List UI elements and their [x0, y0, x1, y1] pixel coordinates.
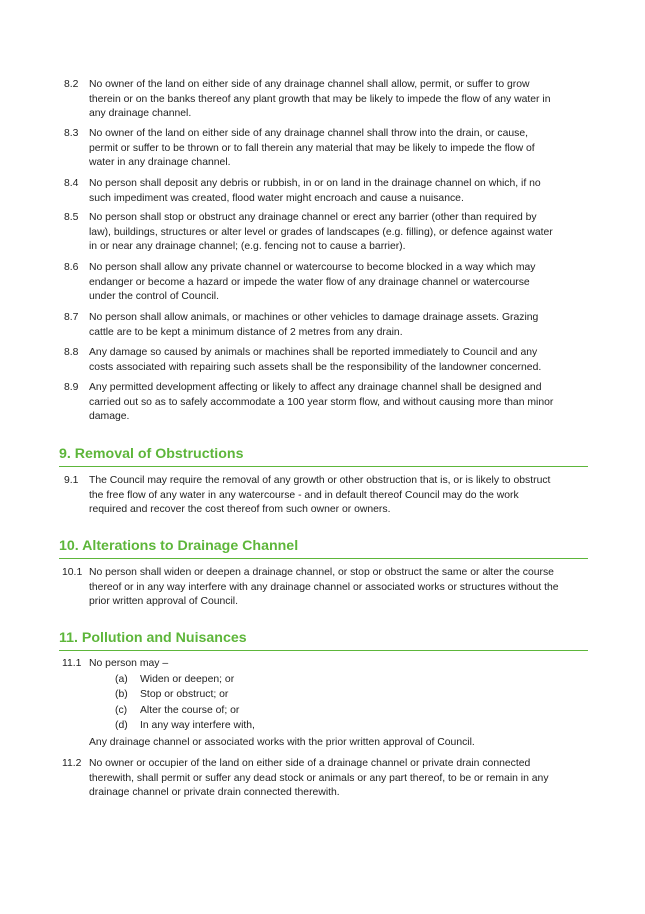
clause-text: No owner or occupier of the land on either side of a drainage channel or private drain connected therewith, shall permit or suffer any dead stock or animals or any part thereof, to be or remain in any drainage channel or private drain connected therewith.	[89, 758, 549, 799]
subitem-letter: (d)	[115, 720, 128, 731]
subitem-text: Widen or deepen; or	[140, 674, 235, 685]
clause-text: No person shall allow animals, or machines or other vehicles to damage drainage assets. Grazing cattle are to be kept a minimum distance of 2 metres from any drain.	[89, 312, 539, 338]
clause-number: 8.6	[64, 262, 79, 273]
clause-text: No person shall allow any private channel or watercourse to become blocked in a way which may endanger or become a hazard or impede the water flow of any drainage channel or watercourse under the control of Council.	[89, 262, 536, 303]
clause-number: 8.9	[64, 382, 79, 393]
subitem-letter: (a)	[115, 674, 128, 685]
subitem-text: Stop or obstruct; or	[140, 689, 229, 700]
clause-number: 8.8	[64, 347, 79, 358]
clause-number: 8.3	[64, 128, 79, 139]
subitem-letter: (b)	[115, 689, 128, 700]
clause-number: 11.1	[62, 658, 82, 669]
clause-text: No person may –	[89, 658, 169, 669]
clause-text: No person shall deposit any debris or rubbish, in or on land in the drainage channel on which, if no such impediment was created, flood water might encroach and cause a nuisance.	[89, 178, 541, 204]
clause-number: 9.1	[64, 475, 79, 486]
clause-number: 11.2	[62, 758, 82, 769]
clause-text: No owner of the land on either side of any drainage channel shall throw into the drain, or cause, permit or suffer to be thrown or to fall therein any material that may be likely to impede the flow of water in any drainage channel.	[89, 128, 535, 169]
clause-text: The Council may require the removal of any growth or other obstruction that is, or is likely to obstruct the free flow of any water in any watercourse - and in default thereof Council may do the work required and recover the cost thereof from such owner or owners.	[89, 475, 551, 516]
clause-number: 8.4	[64, 178, 79, 189]
subitem-letter: (c)	[115, 705, 128, 716]
section-heading-10: 10. Alterations to Drainage Channel	[59, 538, 588, 559]
clause-number: 8.5	[64, 212, 79, 223]
section-heading-9: 9. Removal of Obstructions	[59, 446, 588, 467]
clause-number: 8.7	[64, 312, 79, 323]
section-heading-11: 11. Pollution and Nuisances	[59, 630, 588, 651]
clause-text: Any drainage channel or associated works with the prior written approval of Council.	[89, 737, 475, 748]
subitem-text: In any way interfere with,	[140, 720, 255, 731]
clause-number: 8.2	[64, 79, 79, 90]
clause-number: 10.1	[62, 567, 83, 578]
clause-text: No person shall widen or deepen a drainage channel, or stop or obstruct the same or alter the course thereof or in any way interfere with any drainage channel or associated works or structures without the prior written approval of Council.	[89, 567, 559, 608]
clause-text: Any damage so caused by animals or machines shall be reported immediately to Council and any costs associated with repairing such assets shall be the responsibility of the landowner concerned.	[89, 347, 542, 373]
clause-text: Any permitted development affecting or likely to affect any drainage channel shall be designed and carried out so as to safely accommodate a 100 year storm flow, and without causing more than minor damage.	[89, 382, 554, 423]
subitem-text: Alter the course of; or	[140, 705, 240, 716]
clause-text: No person shall stop or obstruct any drainage channel or erect any barrier (other than required by law), buildings, structures or alter level or grades of landscapes (e.g. filling), or defence against water in or near any drainage channel; (e.g. fencing not to cause a barrier).	[89, 212, 553, 253]
clause-text: No owner of the land on either side of any drainage channel shall allow, permit, or suffer to grow therein or on the banks thereof any plant growth that may be likely to impede the flow of any water in any drainage channel.	[89, 79, 551, 120]
